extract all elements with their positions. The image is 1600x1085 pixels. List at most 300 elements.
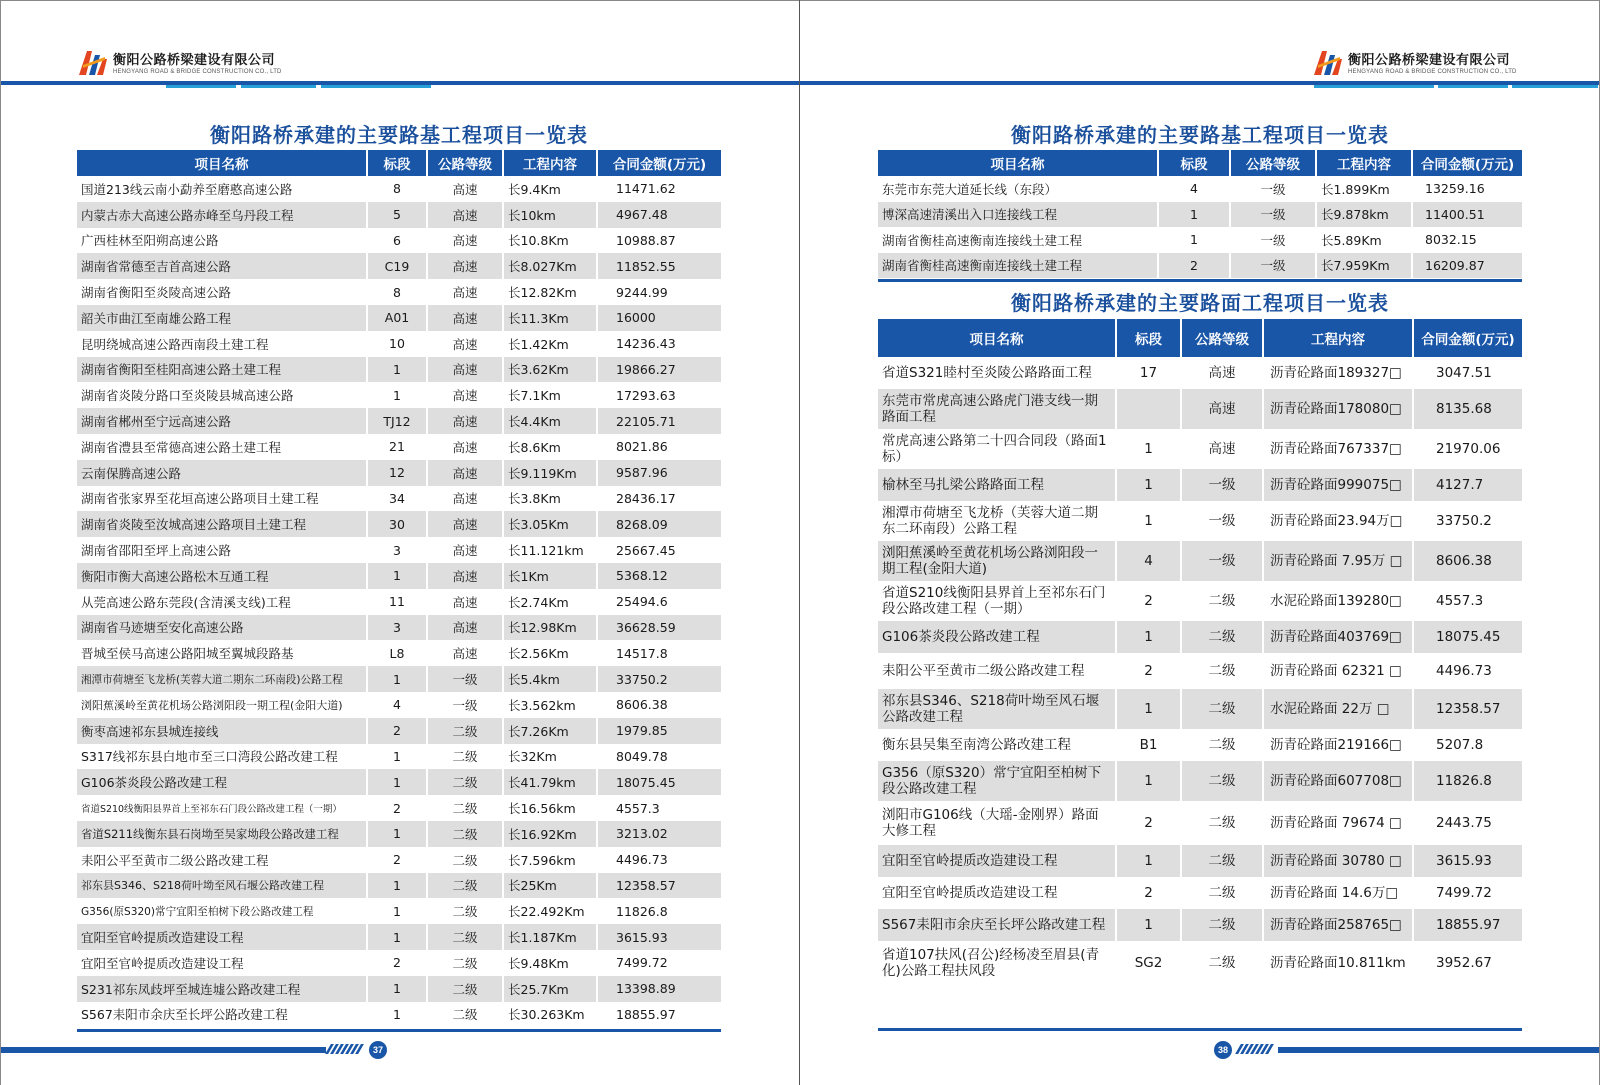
- project-name: 湘潭市荷塘至飞龙桥（芙蓉大道二期东二环南段）公路工程: [878, 501, 1116, 541]
- table-row: [77, 305, 721, 331]
- table-row: [878, 689, 1522, 729]
- table-row: [77, 537, 721, 563]
- project-name: G356（原S320）常宁宜阳至柏树下段公路改建工程: [878, 761, 1116, 801]
- road-grade: 一级: [1181, 541, 1263, 581]
- road-grade: 二级: [427, 847, 503, 873]
- header-section: 标段: [1116, 319, 1181, 357]
- header-work-content: 工程内容: [503, 150, 597, 176]
- table-row: [878, 357, 1522, 389]
- section: 1: [367, 873, 427, 899]
- section: 1: [1116, 429, 1181, 469]
- contract-amount: 5368.12: [597, 563, 721, 589]
- header-section: 标段: [1158, 150, 1230, 176]
- table-row: [878, 253, 1522, 279]
- work-content: 长3.562km: [503, 692, 597, 718]
- contract-amount: 11826.8: [616, 903, 668, 919]
- road-grade: 二级: [427, 821, 503, 847]
- pavement-projects-table: [878, 319, 1522, 985]
- project-name: 湖南省衡阳至桂阳高速公路土建工程: [77, 357, 367, 383]
- road-grade: 高速: [427, 382, 503, 408]
- work-content: 长16.92Km: [503, 821, 597, 847]
- table-row: [77, 253, 721, 279]
- road-grade: 二级: [427, 769, 503, 795]
- project-name: 衡东县吴集至南湾公路改建工程: [878, 729, 1116, 761]
- header-contract-amount: 合同金额(万元): [597, 150, 721, 176]
- section: 1: [1116, 689, 1181, 729]
- project-name: 韶关市曲江至南雄公路工程: [77, 305, 367, 331]
- contract-amount: 8268.09: [597, 511, 721, 537]
- table-row: [878, 429, 1522, 469]
- road-grade: 高速: [427, 434, 503, 460]
- table-row: [77, 202, 721, 228]
- work-content: 长25.7Km: [503, 976, 597, 1002]
- road-grade: 二级: [427, 950, 503, 976]
- section: L8: [367, 640, 427, 666]
- work-content: 长9.119Km: [503, 460, 597, 486]
- project-name: S317线祁东县白地市至三口湾段公路改建工程: [77, 744, 367, 770]
- contract-amount: 3047.51: [1436, 365, 1492, 381]
- road-grade: 高速: [427, 511, 503, 537]
- header-section: 标段: [367, 150, 427, 176]
- work-content: 长1.899Km: [1316, 176, 1412, 202]
- table-row: [878, 909, 1522, 941]
- road-grade: 一级: [1230, 227, 1316, 253]
- work-content: 长7.26Km: [503, 718, 597, 744]
- table-row: [878, 621, 1522, 653]
- header-project-name: 项目名称: [878, 319, 1116, 357]
- section: 1: [367, 769, 427, 795]
- table-row: [878, 501, 1522, 541]
- header-accent-2: [1438, 85, 1508, 88]
- section: 4: [367, 692, 427, 718]
- road-grade: 高速: [427, 408, 503, 434]
- section: 3: [367, 615, 427, 641]
- road-grade: 一级: [1181, 501, 1263, 541]
- project-name: 云南保腾高速公路: [77, 460, 367, 486]
- header-work-content: 工程内容: [1316, 150, 1412, 176]
- project-name: 广西桂林至阳朔高速公路: [77, 228, 367, 254]
- header-accent-3: [1512, 85, 1598, 88]
- contract-amount: 8606.38: [1413, 541, 1522, 581]
- table-row: [77, 1002, 721, 1028]
- contract-amount: 4127.7: [1413, 469, 1522, 501]
- section: 1: [367, 924, 427, 950]
- table-row: [878, 729, 1522, 761]
- road-grade: 二级: [427, 898, 503, 924]
- project-name: 省道107扶风(召公)经杨凌至眉县(青化)公路工程扶风段: [878, 941, 1116, 985]
- work-content: 长30.263Km: [503, 1002, 597, 1028]
- road-grade: 高速: [427, 253, 503, 279]
- contract-amount: 14236.43: [616, 336, 676, 352]
- contract-amount: 11400.51: [1412, 202, 1522, 228]
- road-grade: 二级: [1181, 761, 1263, 801]
- section: TJ12: [367, 408, 427, 434]
- table-bottom-rule: [878, 1028, 1522, 1031]
- table-row: [77, 640, 721, 666]
- work-content: 长11.3Km: [503, 305, 597, 331]
- project-name: 宜阳至官岭提质改造建设工程: [77, 950, 367, 976]
- footer-stripes: [328, 1044, 361, 1054]
- project-name: 博深高速清溪出入口连接线工程: [878, 202, 1158, 228]
- table-row: [77, 795, 721, 821]
- road-grade: 二级: [1181, 909, 1263, 941]
- section: 2: [1116, 581, 1181, 621]
- section: 1: [1116, 845, 1181, 877]
- table-row: [878, 877, 1522, 909]
- work-content: 沥青砼路面767337□: [1263, 429, 1413, 469]
- work-content: 长10km: [503, 202, 597, 228]
- work-content: 沥青砼路面258765□: [1263, 909, 1413, 941]
- road-grade: 一级: [1230, 202, 1316, 228]
- project-name: 湖南省炎陵分路口至炎陵县城高速公路: [77, 382, 367, 408]
- project-name: 浏阳蕉溪岭至黄花机场公路浏阳段一期工程(金阳大道): [77, 692, 367, 718]
- section: 1: [367, 898, 427, 924]
- project-name: 国道213线云南小勐养至磨憨高速公路: [77, 176, 367, 202]
- section: 2: [367, 847, 427, 873]
- contract-amount: 11852.55: [597, 253, 721, 279]
- road-grade: 一级: [1181, 469, 1263, 501]
- section: 1: [1116, 501, 1181, 541]
- section: 1: [1116, 621, 1181, 653]
- table-row: [77, 873, 721, 899]
- project-name: 宜阳至官岭提质改造建设工程: [878, 845, 1116, 877]
- section: 1: [1116, 469, 1181, 501]
- project-name: 湖南省郴州至宁远高速公路: [77, 408, 367, 434]
- contract-amount: 4557.3: [1436, 593, 1484, 609]
- road-grade: 二级: [427, 795, 503, 821]
- table-row: [77, 331, 721, 357]
- section: 34: [367, 486, 427, 512]
- section: 1: [367, 357, 427, 383]
- table-bottom-rule: [77, 1029, 721, 1032]
- work-content: 长22.492Km: [503, 898, 597, 924]
- work-content: 长9.878km: [1316, 202, 1412, 228]
- contract-amount: 10988.87: [616, 232, 676, 248]
- table-row: [878, 469, 1522, 501]
- table-row: [878, 653, 1522, 689]
- project-name: 湖南省衡阳至炎陵高速公路: [77, 279, 367, 305]
- section: 1: [367, 382, 427, 408]
- work-content: 长32Km: [503, 744, 597, 770]
- table-row: [878, 845, 1522, 877]
- contract-amount: 4496.73: [1436, 663, 1492, 679]
- project-name: 湖南省常德至吉首高速公路: [77, 253, 367, 279]
- contract-amount: 25667.45: [616, 542, 676, 558]
- project-name: 宜阳至官岭提质改造建设工程: [77, 924, 367, 950]
- contract-amount: 16209.87: [1412, 253, 1522, 279]
- table-row: [77, 176, 721, 202]
- work-content: 长16.56km: [503, 795, 597, 821]
- work-content: 长2.56Km: [503, 640, 597, 666]
- project-name: 湘潭市荷塘至飞龙桥(芙蓉大道二期东二环南段)公路工程: [77, 666, 367, 692]
- contract-amount: 3615.93: [1413, 845, 1522, 877]
- project-name: 湖南省炎陵至汝城高速公路项目土建工程: [77, 511, 367, 537]
- contract-amount: 14517.8: [616, 645, 668, 661]
- section: 12: [367, 460, 427, 486]
- section: 1: [367, 976, 427, 1002]
- table-row: [77, 615, 721, 641]
- table-row: [878, 227, 1522, 253]
- header-project-name: 项目名称: [878, 150, 1158, 176]
- table-row: [77, 847, 721, 873]
- contract-amount: 3952.67: [1436, 955, 1492, 971]
- contract-amount: 8049.78: [616, 748, 668, 764]
- road-grade: 高速: [427, 228, 503, 254]
- header-accent-1: [1314, 85, 1434, 88]
- work-content: 沥青砼路面219166□: [1263, 729, 1413, 761]
- footer-rule: [1278, 1047, 1600, 1053]
- work-content: 沥青砼路面999075□: [1263, 469, 1413, 501]
- road-grade: 高速: [427, 176, 503, 202]
- project-name: 榆林至马扎梁公路路面工程: [878, 469, 1116, 501]
- footer-stripes: [1238, 1044, 1271, 1054]
- company-name-cn: 衡阳公路桥梁建设有限公司: [113, 53, 276, 68]
- contract-amount: 4557.3: [616, 800, 660, 816]
- contract-amount: 22105.71: [597, 408, 721, 434]
- work-content: 沥青砼路面 7.95万 □: [1263, 541, 1413, 581]
- hengyang-hq-logo-icon: [77, 45, 109, 79]
- project-name: 宜阳至官岭提质改造建设工程: [878, 877, 1116, 909]
- contract-amount: 18075.45: [597, 769, 721, 795]
- road-grade: 二级: [1181, 845, 1263, 877]
- road-grade: 二级: [1181, 653, 1263, 689]
- table-row: [77, 821, 721, 847]
- contract-amount: 11826.8: [1413, 761, 1522, 801]
- contract-amount: 13398.89: [597, 976, 721, 1002]
- section: 1: [1116, 761, 1181, 801]
- table-row: [77, 511, 721, 537]
- table-row: [878, 202, 1522, 228]
- road-grade: 高速: [427, 279, 503, 305]
- table-bottom-rule: [878, 279, 1522, 282]
- section: 1: [367, 666, 427, 692]
- contract-amount: 12358.57: [597, 873, 721, 899]
- work-content: 长9.48Km: [503, 950, 597, 976]
- road-grade: 二级: [427, 1002, 503, 1028]
- project-name: G106茶炎段公路改建工程: [878, 621, 1116, 653]
- section: 8: [367, 279, 427, 305]
- road-grade: 高速: [427, 486, 503, 512]
- header-contract-amount: 合同金额(万元): [1413, 319, 1522, 357]
- header-work-content: 工程内容: [1263, 319, 1413, 357]
- work-content: 长9.4Km: [503, 176, 597, 202]
- project-name: 衡枣高速祁东县城连接线: [77, 718, 367, 744]
- work-content: 沥青砼路面403769□: [1263, 621, 1413, 653]
- contract-amount: 3615.93: [597, 924, 721, 950]
- work-content: 长3.05Km: [503, 511, 597, 537]
- table-row: [77, 744, 721, 770]
- contract-amount: 33750.2: [597, 666, 721, 692]
- road-grade: 一级: [1230, 253, 1316, 279]
- road-grade: 高速: [427, 305, 503, 331]
- section: SG2: [1116, 941, 1181, 985]
- contract-amount: 18855.97: [1413, 909, 1522, 941]
- road-grade: 二级: [427, 744, 503, 770]
- work-content: 长5.89Km: [1316, 227, 1412, 253]
- project-name: S567耒阳市余庆至长坪公路改建工程: [878, 909, 1116, 941]
- work-content: 长8.027Km: [503, 253, 597, 279]
- work-content: 长12.98Km: [503, 615, 597, 641]
- project-name: 省道S210线衡阳县界首上至祁东石门段公路改建工程（一期）: [77, 795, 367, 821]
- project-name: 省道S210线衡阳县界首上至祁东石门段公路改建工程（一期）: [878, 581, 1116, 621]
- work-content: 长7.959Km: [1316, 253, 1412, 279]
- project-name: 内蒙古赤大高速公路赤峰至乌丹段工程: [77, 202, 367, 228]
- contract-amount: 4967.48: [597, 202, 721, 228]
- table-row: [77, 563, 721, 589]
- work-content: 沥青砼路面 30780 □: [1263, 845, 1413, 877]
- roadbed-projects-table: [77, 150, 721, 1027]
- section: B1: [1116, 729, 1181, 761]
- section: 5: [367, 202, 427, 228]
- table-row: [878, 541, 1522, 581]
- roadbed-projects-table-cont: [878, 150, 1522, 278]
- project-name: 浏阳市G106线（大瑶-金刚界）路面大修工程: [878, 801, 1116, 845]
- work-content: 水泥砼路面139280□: [1263, 581, 1413, 621]
- road-grade: 二级: [427, 873, 503, 899]
- section: 2: [1158, 253, 1230, 279]
- road-grade: 二级: [1181, 689, 1263, 729]
- table-row: [77, 408, 721, 434]
- header-road-grade: 公路等级: [427, 150, 503, 176]
- contract-amount: 2443.75: [1436, 815, 1492, 831]
- table-row: [77, 486, 721, 512]
- road-grade: 高速: [427, 615, 503, 641]
- work-content: 长8.6Km: [503, 434, 597, 460]
- contract-amount: 13259.16: [1425, 181, 1485, 197]
- header-contract-amount: 合同金额(万元): [1412, 150, 1522, 176]
- company-name-cn: 衡阳公路桥梁建设有限公司: [1348, 53, 1511, 68]
- header-accent-3: [321, 85, 431, 88]
- project-name: S231祁东凤歧坪至城连墟公路改建工程: [77, 976, 367, 1002]
- hengyang-hq-logo-icon: [1312, 45, 1344, 79]
- section: 2: [1116, 653, 1181, 689]
- work-content: 长1.187Km: [503, 924, 597, 950]
- section: 1: [367, 563, 427, 589]
- project-name: 东莞市常虎高速公路虎门港支线一期路面工程: [878, 389, 1116, 429]
- work-content: 长2.74Km: [503, 589, 597, 615]
- project-name: 晋城至侯马高速公路阳城至翼城段路基: [77, 640, 367, 666]
- section: [1116, 389, 1181, 429]
- section: 6: [367, 228, 427, 254]
- table-row: [77, 434, 721, 460]
- project-name: G356(原S320)常宁宜阳至柏树下段公路改建工程: [77, 898, 367, 924]
- table-row: [77, 950, 721, 976]
- work-content: 长25Km: [503, 873, 597, 899]
- roadbed-table-title: 衡阳路桥承建的主要路基工程项目一览表: [210, 123, 588, 147]
- road-grade: 二级: [427, 718, 503, 744]
- work-content: 沥青砼路面 62321 □: [1263, 653, 1413, 689]
- project-name: 湖南省马迹塘至安化高速公路: [77, 615, 367, 641]
- page-number: 37: [369, 1041, 387, 1059]
- work-content: 长1Km: [503, 563, 597, 589]
- work-content: 沥青砼路面 79674 □: [1263, 801, 1413, 845]
- contract-amount: 17293.63: [616, 387, 676, 403]
- work-content: 沥青砼路面10.811km: [1263, 941, 1413, 985]
- contract-amount: 8606.38: [616, 697, 668, 713]
- work-content: 长7.1Km: [503, 382, 597, 408]
- road-grade: 高速: [427, 537, 503, 563]
- road-grade: 高速: [427, 640, 503, 666]
- company-logo: [1312, 45, 1517, 79]
- work-content: 长10.8Km: [503, 228, 597, 254]
- table-row: [878, 941, 1522, 985]
- pavement-table-title: 衡阳路桥承建的主要路面工程项目一览表: [1011, 291, 1389, 315]
- contract-amount: 7499.72: [1436, 885, 1492, 901]
- road-grade: 高速: [427, 331, 503, 357]
- section: 8: [367, 176, 427, 202]
- section: 17: [1116, 357, 1181, 389]
- contract-amount: 25494.6: [616, 594, 668, 610]
- table-row: [878, 761, 1522, 801]
- company-name-en: HENGYANG ROAD & BRIDGE CONSTRUCTION CO., LTD: [113, 69, 282, 75]
- contract-amount: 18855.97: [616, 1006, 676, 1022]
- contract-amount: 8021.86: [616, 439, 668, 455]
- work-content: 长7.596km: [503, 847, 597, 873]
- header-accent-2: [241, 85, 316, 88]
- table-row: [77, 357, 721, 383]
- table-row: [77, 976, 721, 1002]
- table-row: [77, 382, 721, 408]
- contract-amount: 9587.96: [597, 460, 721, 486]
- project-name: 湖南省衡桂高速衡南连接线土建工程: [878, 253, 1158, 279]
- work-content: 长3.8Km: [503, 486, 597, 512]
- section: 10: [367, 331, 427, 357]
- header-road-grade: 公路等级: [1230, 150, 1316, 176]
- road-grade: 一级: [427, 666, 503, 692]
- work-content: 水泥砼路面 22万 □: [1263, 689, 1413, 729]
- contract-amount: 5207.8: [1436, 737, 1484, 753]
- section: 3: [367, 537, 427, 563]
- project-name: 祁东县S346、S218荷叶坳至风石堰公路改建工程: [878, 689, 1116, 729]
- contract-amount: 9244.99: [616, 284, 668, 300]
- work-content: 沥青砼路面23.94万□: [1263, 501, 1413, 541]
- project-name: 省道S211线衡东县石岗坳至吴家坳段公路改建工程: [77, 821, 367, 847]
- section: 2: [367, 795, 427, 821]
- header-road-grade: 公路等级: [1181, 319, 1263, 357]
- work-content: 长11.121km: [503, 537, 597, 563]
- road-grade: 高速: [1181, 389, 1263, 429]
- road-grade: 高速: [1181, 357, 1263, 389]
- road-grade: 二级: [1181, 801, 1263, 845]
- contract-amount: 3213.02: [597, 821, 721, 847]
- work-content: 长12.82Km: [503, 279, 597, 305]
- work-content: 沥青砼路面 14.6万□: [1263, 877, 1413, 909]
- table-row: [878, 389, 1522, 429]
- work-content: 沥青砼路面189327□: [1263, 357, 1413, 389]
- work-content: 长4.4Km: [503, 408, 597, 434]
- table-row: [878, 176, 1522, 202]
- footer-rule: [1, 1047, 326, 1053]
- project-name: 昆明绕城高速公路西南段土建工程: [77, 331, 367, 357]
- section: 2: [1116, 801, 1181, 845]
- table-row: [77, 718, 721, 744]
- table-row: [77, 589, 721, 615]
- contract-amount: 19866.27: [597, 357, 721, 383]
- contract-amount: 16000: [597, 305, 721, 331]
- contract-amount: 8135.68: [1413, 389, 1522, 429]
- project-name: 湖南省澧县至常德高速公路土建工程: [77, 434, 367, 460]
- company-name-en: HENGYANG ROAD & BRIDGE CONSTRUCTION CO., LTD: [1348, 69, 1517, 75]
- work-content: 长41.79km: [503, 769, 597, 795]
- table-row: [878, 801, 1522, 845]
- section: 2: [1116, 877, 1181, 909]
- road-grade: 一级: [1230, 176, 1316, 202]
- contract-amount: 18075.45: [1413, 621, 1522, 653]
- table-row: [77, 460, 721, 486]
- section: 11: [367, 589, 427, 615]
- table-row: [77, 692, 721, 718]
- project-name: S567耒阳市余庆至长坪公路改建工程: [77, 1002, 367, 1028]
